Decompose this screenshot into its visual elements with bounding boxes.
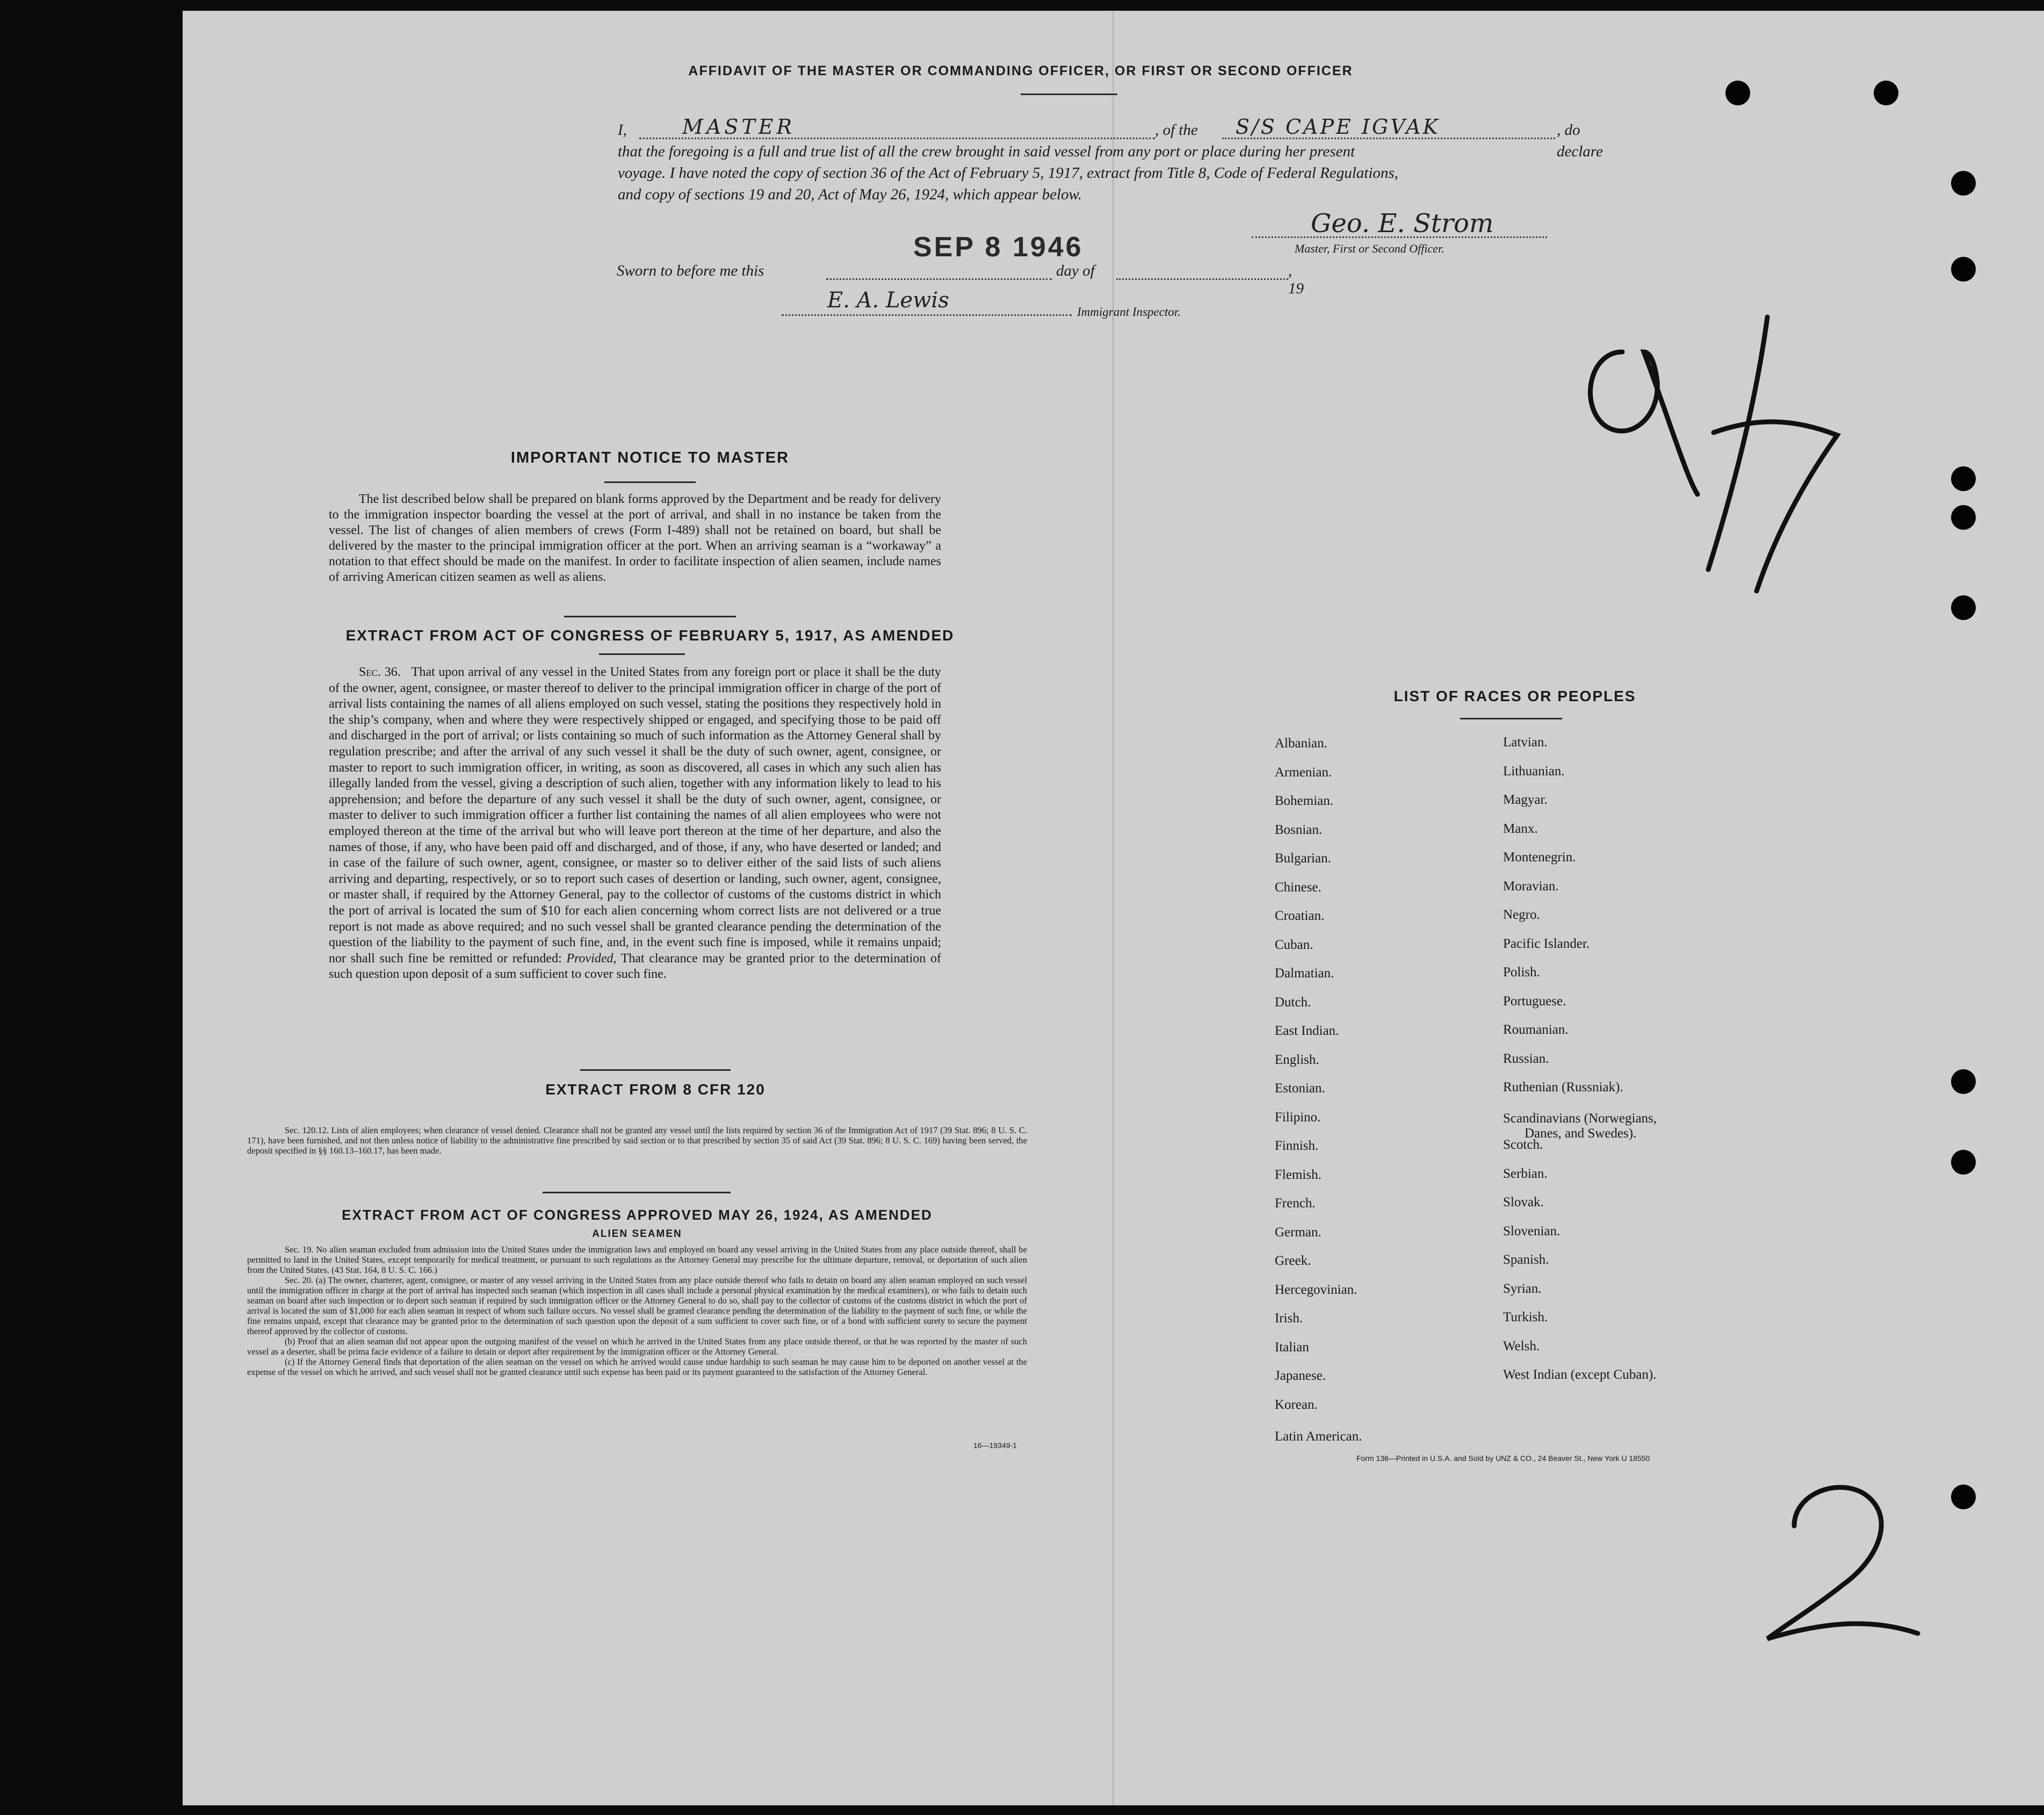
section-20b-paragraph: (b) Proof that an alien seaman did not appear upon the outgoing manifest of the vessel on which he arrived in the United States from any place outside thereof, or that he was reported by the master of such vessel as a deserter, shall be prima facie evidence of a failure to detain or deport after requirement by the immigration officer or the Attorney General.: [247, 1336, 1027, 1357]
race-item: Dutch.: [1275, 995, 1311, 1010]
extract-1924-subtitle: ALIEN SEAMEN: [592, 1228, 682, 1240]
inspector-caption: Immigrant Inspector.: [1077, 305, 1181, 319]
punch-hole: [1951, 466, 1976, 491]
race-item: Negro.: [1503, 908, 1540, 922]
divider: [543, 1192, 731, 1193]
punch-hole: [1951, 171, 1976, 196]
sworn-day-label: day of: [1056, 262, 1095, 279]
cfr-title: EXTRACT FROM 8 CFR 120: [545, 1081, 765, 1098]
punch-hole: [1951, 595, 1976, 620]
notice-body: [329, 492, 941, 585]
notice-paragraph: The list described below shall be prepared on blank forms approved by the Department and be ready for delivery to the immigration inspector boarding the vessel at the port of arrival, and shall in no instance be taken from the vessel. The list of changes of alien members of crews (Form I-489) shall not be retained on board, but shall be delivered by the master to the principal immigration officer at the port. When an arriving seaman is a “workaway” a notation to that effect should be made on the manifest. In order to facilitate inspection of alien seamen, include names of arriving American citizen seamen as well as aliens.: [329, 492, 941, 584]
punch-hole: [1725, 81, 1750, 105]
punch-hole: [1951, 1485, 1976, 1509]
handwritten-corner-number: [1757, 1472, 1929, 1650]
race-item: Scandinavians (Norwegians,: [1503, 1111, 1657, 1126]
race-item: Syrian.: [1503, 1281, 1542, 1296]
punch-hole: [1951, 505, 1976, 530]
divider: [564, 616, 736, 617]
race-item: Serbian.: [1503, 1166, 1548, 1181]
races-title: LIST OF RACES OR PEOPLES: [1393, 688, 1636, 704]
master-signature-caption: Master, First or Second Officer.: [1295, 242, 1444, 255]
race-item: Finnish.: [1275, 1139, 1319, 1153]
race-item: Greek.: [1275, 1254, 1311, 1268]
race-item: Danes, and Swedes).: [1525, 1126, 1637, 1141]
race-item: Cuban.: [1275, 937, 1313, 952]
proviso-word: Provided,: [566, 951, 617, 966]
print-code: 16—19349-1: [973, 1441, 1017, 1450]
sworn-prefix: Sworn to before me this: [617, 262, 764, 279]
race-item: Chinese.: [1275, 880, 1321, 895]
divider: [580, 1069, 731, 1071]
race-item: Hercegovinian.: [1275, 1282, 1357, 1297]
race-item: Russian.: [1503, 1051, 1549, 1066]
race-item: Italian: [1275, 1339, 1309, 1355]
section-36-label: Sec. 36.: [359, 665, 401, 679]
race-item: Manx.: [1503, 821, 1538, 836]
race-item: Irish.: [1275, 1311, 1303, 1326]
race-item: Slovak.: [1503, 1195, 1544, 1209]
inspector-signature: E. A. Lewis: [827, 288, 949, 313]
month-blank: [1116, 262, 1288, 280]
notice-title: IMPORTANT NOTICE TO MASTER: [510, 449, 790, 466]
declaration-prefix: I,: [618, 121, 627, 139]
race-item: Dalmatian.: [1275, 966, 1334, 981]
section-36-text: That upon arrival of any vessel in the United States from any foreign port or place it shall be the duty of the owner, agent, consignee, or master thereof to deliver to the principal immigration officer in charge of the port of arrival lists containing the names of all aliens employed on such vessel, stating the positions they respectively hold in the ship’s company, when and where they were respectively shipped or engaged, and specifying those to be paid off and discharged in the port of arrival; or lists containing so much of such information as the Attorney General shall by regulation prescribe; and after the arrival of any such vessel it shall be the duty of such owner, agent, consignee, or master to report to such immigration officer, in writing, as soon as discovered, all cases in which any such alien has illegally landed from the vessel, giving a description of such alien, together with any information likely to lead to his apprehension; and before the departure of any such vessel it shall be the duty of such owner, agent, consignee, or master to deliver to such immigration officer a further list containing the names of all alien employees who were not employed thereon at the time of the arrival but who will leave port thereon at the time of her departure, and also the names of those, if any, who have been paid off and discharged, and of those, if any, who have deserted or landed; and in case of the failure of such owner, agent, consignee, or master so to deliver either of the said lists of such aliens arriving and departing, respectively, or so to report such cases of desertion or landing, such owner, agent, consignee, or master shall, if required by the Attorney General, pay to the collector of customs of the customs district in which the port of arrival is located the sum of $10 for each alien concerning whom correct lists are not delivered or a true report is not made as above required; and no such vessel shall be granted clearance pending the determination of the question of the liability to the payment of such fine, and, in the event such fine is imposed, while it remains unpaid; nor shall such fine be remitted or refunded:: [329, 665, 941, 966]
race-item: Moravian.: [1503, 878, 1559, 894]
race-item: English.: [1275, 1052, 1319, 1067]
date-stamp: SEP 8 1946: [913, 232, 1084, 263]
race-item: Scotch.: [1503, 1137, 1543, 1152]
punch-hole: [1951, 1069, 1976, 1094]
extract-1917-body: [329, 665, 941, 983]
race-item: Roumanian.: [1503, 1022, 1569, 1037]
divider: [1021, 93, 1117, 95]
race-item: Bulgarian.: [1275, 851, 1331, 866]
race-item: Bosnian.: [1275, 822, 1323, 837]
race-item: Albanian.: [1275, 736, 1327, 751]
extract-1924-body: [247, 1244, 1027, 1377]
race-item: French.: [1275, 1196, 1316, 1211]
punch-hole: [1951, 257, 1976, 282]
divider: [1460, 718, 1562, 719]
proviso-text: That clearance may be granted prior to the determination of such question upon deposit of a sum sufficient to cover such fine.: [329, 951, 941, 982]
master-name-handwritten: MASTER: [682, 115, 796, 139]
race-item: Armenian.: [1275, 765, 1332, 780]
affidavit-line-2: that the foregoing is a full and true list of all the crew brought in said vessel from any port or place during her present: [618, 143, 1355, 160]
section-20a-paragraph: Sec. 20. (a) The owner, charterer, agent, consignee, or master of any vessel arriving in the United States from any place outside thereof who fails to detain on board any alien seaman employed on such vessel until the immigration officer in charge at the port of arrival has inspected such seaman (which inspection in all cases shall include a personal physical examination by the medical examiners), or who fails to detain such seaman on board after such inspection or to deport such seaman if required by such immigration officer or the Attorney General to do so, shall pay to the collector of customs of the customs district in which the port of arrival is located the sum of $1,000 for each alien seaman in respect of whom such failure occurs. No vessel shall be granted clearance pending the determination of the liability to the payment of such fine, or while the fine remains unpaid, except that clearance may be granted prior to the determination of such question upon the deposit of a sum sufficient to cover such fine, or of a bond with sufficient surety to secure the payment thereof approved by the collector of customs.: [247, 1275, 1027, 1336]
cfr-paragraph: Sec. 120.12. Lists of alien employees; when clearance of vessel denied. Clearance shall not be granted any vessel until the lists required by section 36 of the Immigration Act of 1917 (39 Stat. 896; 8 U. S. C. 171), have been furnished, and not then unless notice of liability to the administrative fine prescribed by said section or to that prescribed by section 35 of said Act (39 Stat. 896; 8 U. S. C. 169) having been served, the deposit specified in §§ 160.13–160.17, has been made.: [247, 1125, 1027, 1156]
race-item: East Indian.: [1275, 1024, 1339, 1038]
race-item: Latvian.: [1503, 735, 1548, 750]
race-item: German.: [1275, 1225, 1321, 1240]
divider: [599, 653, 685, 655]
race-item: Ruthenian (Russniak).: [1503, 1080, 1623, 1094]
race-item: Slovenian.: [1503, 1223, 1561, 1238]
race-item: Welsh.: [1503, 1338, 1540, 1353]
race-item: Korean.: [1275, 1397, 1318, 1412]
section-36-paragraph: [329, 665, 941, 983]
day-blank: [826, 262, 1052, 280]
cfr-body: [247, 1125, 1027, 1156]
race-item: West Indian (except Cuban).: [1503, 1367, 1657, 1382]
race-item: Croatian.: [1275, 909, 1325, 923]
race-item: Magyar.: [1503, 793, 1548, 807]
race-item: Pacific Islander.: [1503, 936, 1590, 951]
affidavit-declaration: [618, 115, 1603, 205]
race-item: Estonian.: [1275, 1081, 1325, 1096]
extract-1924-title: EXTRACT FROM ACT OF CONGRESS APPROVED MAY 26, 1924, AS AMENDED: [342, 1207, 933, 1223]
extract-1917-title: EXTRACT FROM ACT OF CONGRESS OF FEBRUARY 5, 1917, AS AMENDED: [345, 627, 955, 644]
declaration-suffix: , do declare: [1557, 121, 1603, 160]
affidavit-line-3: voyage. I have noted the copy of section 36 of the Act of February 5, 1917, extract from Title 8, Code of Federal Regulations,: [618, 164, 1398, 182]
section-19-paragraph: Sec. 19. No alien seaman excluded from admission into the United States under the immigration laws and employed on board any vessel arriving in the United States from any place outside thereof, shall be permitted to land in the United States, except temporarily for medical treatment, or pursuant to such regulations as the Attorney General may prescribe for the ultimate departure, removal, or deportation of such alien from the United States. (43 Stat. 164, 8 U. S. C. 166.): [247, 1244, 1027, 1275]
race-item: Lithuanian.: [1503, 764, 1565, 779]
race-item: Japanese.: [1275, 1369, 1326, 1383]
handwritten-page-mark: [1558, 301, 1880, 634]
sworn-line: [617, 262, 1304, 297]
vessel-name-handwritten: S/S CAPE IGVAK: [1236, 115, 1440, 139]
race-item: Latin American.: [1275, 1429, 1362, 1444]
divider: [604, 481, 696, 483]
race-item: Flemish.: [1275, 1167, 1321, 1182]
master-signature: Geo. E. Strom: [1311, 208, 1494, 239]
race-item: Montenegrin.: [1503, 850, 1576, 865]
race-item: Turkish.: [1503, 1310, 1548, 1324]
race-item: Portuguese.: [1503, 993, 1566, 1009]
race-item: Spanish.: [1503, 1252, 1549, 1267]
declaration-of: , of the: [1155, 121, 1198, 139]
affidavit-line-4: and copy of sections 19 and 20, Act of May 26, 1924, which appear below.: [618, 186, 1082, 203]
form-footer: Form 136—Printed in U.S.A. and Sold by UNZ & CO., 24 Beaver St., New York U 18550: [1356, 1454, 1650, 1463]
punch-hole: [1951, 1150, 1976, 1175]
race-item: Filipino.: [1275, 1110, 1321, 1125]
sworn-year-label: , 19: [1288, 262, 1304, 297]
race-item: Polish.: [1503, 965, 1540, 979]
affidavit-title: AFFIDAVIT OF THE MASTER OR COMMANDING OFFICER, OR FIRST OR SECOND OFFICER: [688, 63, 1353, 78]
punch-hole: [1874, 81, 1898, 105]
race-item: Bohemian.: [1275, 794, 1334, 808]
section-20c-paragraph: (c) If the Attorney General finds that deportation of the alien seaman on the vessel on which he arrived would cause undue hardship to such seaman he may cause him to be deported on another vessel at the expense of the vessel on which he arrived, and such vessel shall not be granted clearance until such expense has been paid or its payment guaranteed to the satisfaction of the Attorney General.: [247, 1357, 1027, 1377]
